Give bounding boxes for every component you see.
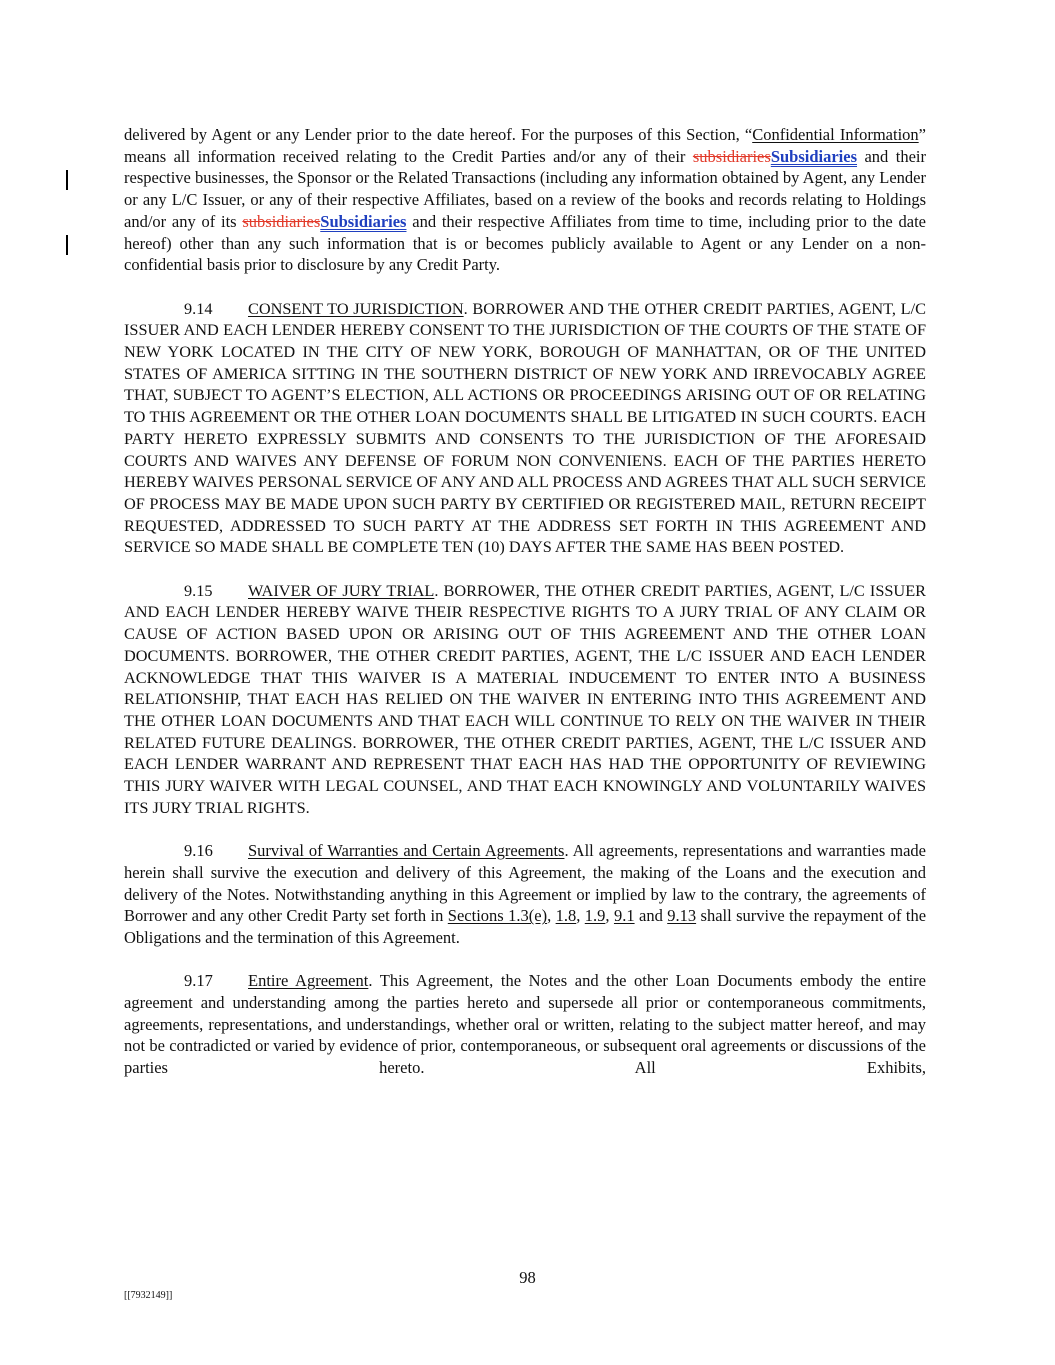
section-heading: Entire Agreement xyxy=(248,971,369,991)
text-run: delivered by Agent or any Lender prior to the date hereof. For the purposes of this Section, “ xyxy=(124,125,753,144)
text-run: , xyxy=(547,906,556,926)
page-number: 98 xyxy=(519,1268,536,1287)
section-body: shall survive the repayment of the Obligations and the termination of this Agreement. xyxy=(124,906,927,947)
change-bar xyxy=(66,170,68,190)
section-body: . BORROWER AND THE OTHER CREDIT PARTIES, AGENT, L/C ISSUER AND EACH LENDER HEREBY CONSENT TO THE JURISDICTION OF THE COURTS OF THE STATE OF NEW YORK LOCATED IN THE CITY OF NEW YORK, BOROUGH OF MANHATTAN, OR OF THE UNITED STATES OF AMERICA SITTING IN THE SOUTHERN DISTRICT OF NEW YORK AND IRREVOCABLY AGREE THAT, SUBJECT TO AGENT’S ELECTION, ALL ACTIONS OR PROCEEDINGS ARISING OUT OF OR RELATING TO THIS AGREEMENT OR THE OTHER LOAN DOCUMENTS SHALL BE LITIGATED IN SUCH COURTS. EACH PARTY HERETO EXPRESSLY SUBMITS AND CONSENTS TO THE JURISDICTION OF THE AFORESAID COURTS AND WAIVES ANY DEFENSE OF FORUM NON CONVENIENS. EACH OF THE PARTIES HERETO HEREBY WAIVES PERSONAL SERVICE OF ANY AND ALL PROCESS AND AGREES THAT ALL SUCH SERVICE OF PROCESS MAY BE MADE UPON SUCH PARTY BY CERTIFIED OR REGISTERED MAIL, RETURN RECEIPT REQUESTED, ADDRESSED TO SUCH PARTY AT THE ADDRESS SET FORTH IN THIS AGREEMENT AND SERVICE SO MADE SHALL BE COMPLETE TEN (10) DAYS AFTER THE SAME HAS BEEN POSTED. xyxy=(124,298,927,557)
cross-reference: Sections 1.3(e) xyxy=(447,906,548,926)
section-9-14 xyxy=(124,298,926,558)
section-body: . BORROWER, THE OTHER CREDIT PARTIES, AGENT, L/C ISSUER AND EACH LENDER HEREBY WAIVE THEIR RESPECTIVE RIGHTS TO A JURY TRIAL OF ANY CLAIM OR CAUSE OF ACTION BASED UPON OR ARISING OUT OF THIS AGREEMENT AND THE OTHER LOAN DOCUMENTS. BORROWER, THE OTHER CREDIT PARTIES, AGENT, THE L/C ISSUER AND EACH LENDER ACKNOWLEDGE THAT THIS WAIVER IS A MATERIAL INDUCEMENT TO ENTER INTO A BUSINESS RELATIONSHIP, THAT EACH HAS RELIED ON THE WAIVER IN ENTERING INTO THIS AGREEMENT AND THE OTHER LOAN DOCUMENTS AND THAT EACH WILL CONTINUE TO RELY ON THE WAIVER IN THEIR RELATED FUTURE DEALINGS. BORROWER, THE OTHER CREDIT PARTIES, AGENT, THE L/C ISSUER AND EACH LENDER WARRANT AND REPRESENT THAT EACH HAS HAD THE OPPORTUNITY OF REVIEWING THIS JURY WAIVER WITH LEGAL COUNSEL, AND THAT EACH KNOWINGLY AND VOLUNTARILY WAIVES ITS JURY TRIAL RIGHTS. xyxy=(124,580,926,817)
change-bar xyxy=(66,235,68,255)
text-run: and their respective Affiliates from time to time, including prior to the date hereof) other than any such information that is or becomes publicly available to Agent or any Lender on a non-confidential basis prior to disclosure by any Credit Party. xyxy=(124,211,926,275)
cross-reference: 9.1 xyxy=(613,906,635,926)
section-9-17 xyxy=(124,970,926,1079)
section-9-16 xyxy=(124,840,926,949)
section-9-15 xyxy=(124,580,926,819)
section-heading: Survival of Warranties and Certain Agreements xyxy=(248,841,565,861)
deleted-text: subsidiaries xyxy=(692,146,771,166)
section-body: . All agreements, representations and warranties made herein shall survive the execution and delivery of this Agreement, the making of the Loans and the execution and delivery of the Notes. Notwithstanding anything in this Agreement or implied by law to the contrary, the agreements of Borrower and any other Credit Party set forth in xyxy=(124,841,926,926)
cross-reference: 1.8 xyxy=(555,906,577,926)
section-number: 9.14 xyxy=(184,298,213,318)
section-number: 9.16 xyxy=(184,841,213,861)
document-page xyxy=(124,124,926,1101)
section-heading: CONSENT TO JURISDICTION xyxy=(248,298,464,318)
text-run: and xyxy=(634,906,668,926)
text-run: , xyxy=(605,906,614,926)
inserted-text: Subsidiaries xyxy=(770,146,858,166)
text-run: and their respective businesses, the Sponsor or the Related Transactions (including any information obtained by Agent, any Lender or any L/C Issuer, or any of their respective Affiliates, based on a review of the books and records relating to Holdings and/or any of its xyxy=(124,146,926,231)
defined-term-confidential-information: Confidential Information xyxy=(752,125,919,144)
section-heading: WAIVER OF JURY TRIAL xyxy=(248,580,435,600)
confidential-information-paragraph xyxy=(124,124,926,276)
section-number: 9.15 xyxy=(184,580,213,600)
inserted-text: Subsidiaries xyxy=(320,211,407,231)
cross-reference: 9.13 xyxy=(667,906,697,926)
deleted-text: subsidiaries xyxy=(242,211,321,231)
document-id: [[7932149]] xyxy=(124,1290,173,1301)
cross-reference: 1.9 xyxy=(584,906,606,926)
section-number: 9.17 xyxy=(184,971,213,991)
text-run: ” means all information received relating to the Credit Parties and/or any of their xyxy=(124,125,926,166)
section-body: . This Agreement, the Notes and the other Loan Documents embody the entire agreement and understanding among the parties hereto and supersede all prior or contemporaneous commitments, agreements, representations, and understandings, whether oral or written, relating to the subject matter hereof, and may not be contradicted or varied by evidence of prior, contemporaneous, or subsequent oral agreements or discussions of the parties hereto. All Exhibits, xyxy=(124,971,926,1078)
text-run: , xyxy=(576,906,585,926)
